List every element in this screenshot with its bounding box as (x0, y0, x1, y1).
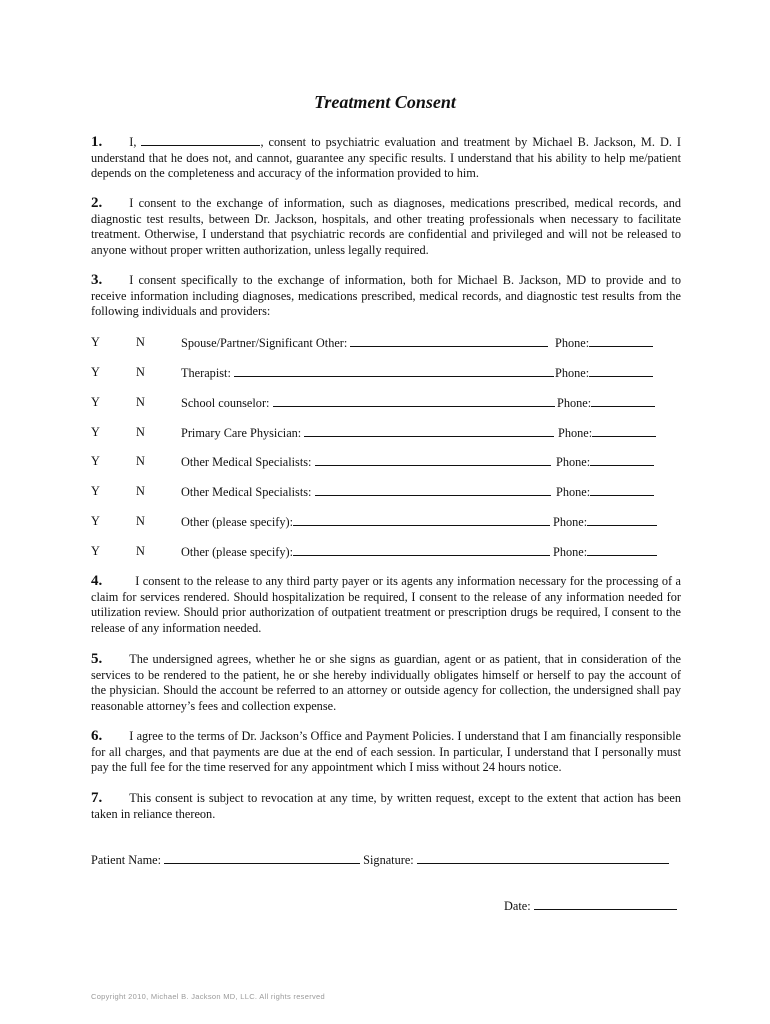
yes-option[interactable]: Y (91, 425, 100, 439)
provider-name-field[interactable] (315, 484, 551, 496)
provider-row (91, 395, 681, 411)
no-option[interactable]: N (136, 544, 145, 558)
phone-field[interactable] (592, 425, 656, 437)
provider-name-field[interactable] (273, 395, 555, 407)
copyright-footer: Copyright 2010, Michael B. Jackson MD, LLC. All rights reserved (91, 992, 325, 1001)
patient-name-label: Patient Name: (91, 853, 162, 867)
document-title: Treatment Consent (314, 92, 456, 112)
section-6-text: I agree to the terms of Dr. Jackson’s Office and Payment Policies. I understand that I am financially responsible for all charges, and that payments are due at the end of each session. In particular, I understand that I personally must pay the full fee for the time reserved for any appointment which I miss without 24 hours notice. (91, 729, 681, 775)
provider-label: Therapist: (181, 366, 231, 380)
provider-label: Primary Care Physician: (181, 426, 302, 440)
no-option[interactable]: N (136, 484, 145, 498)
phone-label: Phone: (556, 455, 591, 469)
section-5-text: The undersigned agrees, whether he or she signs as guardian, agent or as patient, that in consideration of the services to be rendered to the patient, he or she hereby individually obligates himself or herself to pay the account of the physician. Should the account be referred to an attorney or outside agency for collection, the undersigned shall pay reasonable attorney’s fees and collection expense. (91, 652, 681, 713)
provider-row (91, 454, 681, 470)
phone-label: Phone: (555, 336, 590, 350)
section-3 (91, 273, 681, 320)
date-label: Date: (504, 899, 531, 913)
phone-label: Phone: (555, 366, 590, 380)
section-1 (91, 134, 681, 182)
section-7 (91, 791, 681, 822)
provider-name-field[interactable] (315, 454, 551, 466)
yes-option[interactable]: Y (91, 365, 100, 379)
no-option[interactable]: N (136, 335, 145, 349)
provider-row (91, 484, 681, 500)
section-number: 2. (91, 195, 103, 211)
phone-field[interactable] (587, 514, 657, 526)
section-1-intro: I, (129, 135, 142, 149)
provider-label: School counselor: (181, 396, 270, 410)
section-number: 3. (91, 272, 103, 288)
phone-label: Phone: (553, 545, 588, 559)
provider-name-field[interactable] (304, 425, 554, 437)
section-number: 4. (91, 573, 103, 589)
phone-field[interactable] (590, 454, 654, 466)
date-field[interactable] (534, 898, 677, 910)
patient-name-field[interactable] (164, 852, 360, 864)
no-option[interactable]: N (136, 365, 145, 379)
phone-field[interactable] (587, 544, 657, 556)
yes-option[interactable]: Y (91, 484, 100, 498)
provider-row (91, 514, 681, 530)
phone-field[interactable] (590, 484, 654, 496)
section-number: 6. (91, 728, 103, 744)
phone-field[interactable] (591, 395, 655, 407)
section-number: 7. (91, 790, 103, 806)
date-line (504, 898, 677, 914)
yes-option[interactable]: Y (91, 454, 100, 468)
yes-option[interactable]: Y (91, 544, 100, 558)
patient-name-line (91, 852, 669, 868)
phone-label: Phone: (558, 426, 593, 440)
provider-row (91, 544, 681, 560)
section-5 (91, 652, 681, 714)
provider-row (91, 365, 681, 381)
section-3-text: I consent specifically to the exchange of information, both for Michael B. Jackson, MD to provide and to receive information including diagnoses, medications prescribed, medical records, and diagnostic test results from the following individuals and providers: (91, 273, 681, 319)
section-4-text: I consent to the release to any third party payer or its agents any information necessary for the processing of a claim for services rendered. Should hospitalization be required, I consent to the release of any information needed for utilization review. Should prior authorization of outpatient treatment or prescription drugs be required, I consent to the release of any information needed. (91, 574, 681, 635)
phone-field[interactable] (589, 335, 653, 347)
section-4 (91, 574, 681, 636)
name-blank-field[interactable] (141, 134, 260, 146)
phone-label: Phone: (556, 485, 591, 499)
provider-row (91, 425, 681, 441)
section-number: 1. (91, 134, 103, 150)
provider-label: Other Medical Specialists: (181, 455, 312, 469)
no-option[interactable]: N (136, 425, 145, 439)
provider-label: Other (please specify): (181, 515, 293, 529)
section-2-text: I consent to the exchange of information, such as diagnoses, medications prescribed, medical records, and diagnostic test results, between Dr. Jackson, hospitals, and other treating professionals when necessary to facilitate treatment. Otherwise, I understand that psychiatric records are confidential and privileged and will not be released to anyone without proper written authorization, unless legally required. (91, 196, 681, 257)
no-option[interactable]: N (136, 395, 145, 409)
phone-field[interactable] (589, 365, 653, 377)
signature-label: Signature: (363, 853, 414, 867)
yes-option[interactable]: Y (91, 395, 100, 409)
section-7-text: This consent is subject to revocation at any time, by written request, except to the extent that action has been taken in reliance thereon. (91, 791, 681, 821)
provider-name-field[interactable] (234, 365, 554, 377)
provider-label: Other (please specify): (181, 545, 293, 559)
no-option[interactable]: N (136, 454, 145, 468)
provider-name-field[interactable] (293, 514, 550, 526)
phone-label: Phone: (557, 396, 592, 410)
section-number: 5. (91, 651, 103, 667)
provider-label: Spouse/Partner/Significant Other: (181, 336, 348, 350)
provider-row (91, 335, 681, 351)
phone-label: Phone: (553, 515, 588, 529)
section-6 (91, 729, 681, 776)
yes-option[interactable]: Y (91, 514, 100, 528)
section-2 (91, 196, 681, 258)
yes-option[interactable]: Y (91, 335, 100, 349)
provider-name-field[interactable] (350, 335, 548, 347)
signature-field[interactable] (417, 852, 669, 864)
provider-name-field[interactable] (293, 544, 550, 556)
section-1-text: , consent to psychiatric evaluation and treatment by Michael B. Jackson, M. D. I understand that he does not, and cannot, guarantee any specific results. I understand that his ability to help me/patient depends on the completeness and accuracy of the information provided to him. (91, 135, 681, 181)
no-option[interactable]: N (136, 514, 145, 528)
provider-label: Other Medical Specialists: (181, 485, 312, 499)
